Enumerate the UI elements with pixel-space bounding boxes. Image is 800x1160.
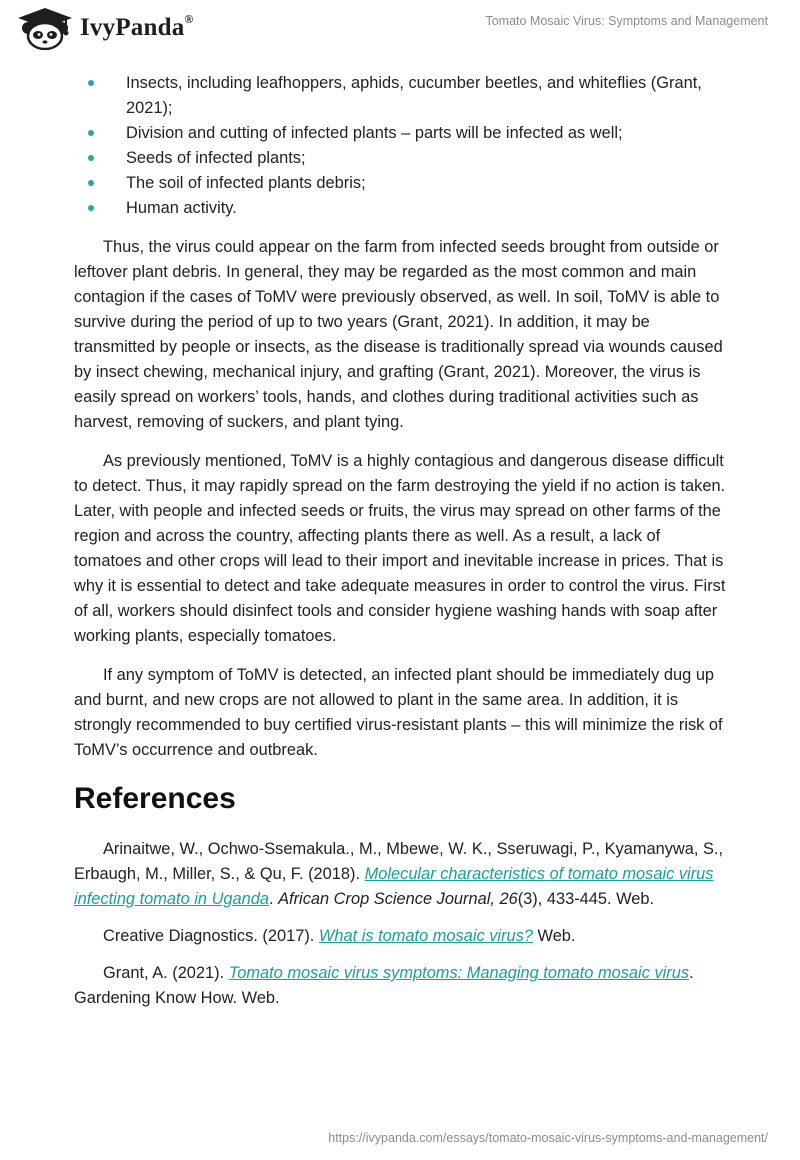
reference-entry: Grant, A. (2021). Tomato mosaic virus symptoms: Managing tomato mosaic virus. Gardening Know How. Web.	[74, 964, 694, 1007]
reference-link[interactable]: Molecular characteristics of tomato mosaic virus infecting tomato in Uganda	[74, 865, 714, 908]
bullet-icon	[88, 80, 94, 86]
bullet-icon	[88, 180, 94, 186]
list-item: Division and cutting of infected plants – parts will be infected as well;	[74, 121, 726, 146]
bullet-icon	[88, 205, 94, 211]
list-item: Human activity.	[74, 196, 726, 221]
reference-link[interactable]: What is tomato mosaic virus?	[318, 927, 533, 945]
paragraph: If any symptom of ToMV is detected, an infected plant should be immediately dug up and burnt, and new crops are not allowed to plant in the same area. In addition, it is strongly recommended to buy certified virus-resistant plants – this will minimize the risk of ToMV’s occurrence and outbreak.	[74, 666, 723, 759]
essay-body	[74, 71, 726, 1011]
list-item: Insects, including leafhoppers, aphids, cucumber beetles, and whiteflies (Grant, 2021);	[74, 71, 726, 121]
paragraph: As previously mentioned, ToMV is a highly contagious and dangerous disease difficult to detect. Thus, it may rapidly spread on the farm destroying the yield if no action is taken. Later, with people and infected seeds or fruits, the virus may spread on other farms of the region and across the country, affecting plants there as well. As a result, a lack of tomatoes and other crops will lead to their import and inevitable increase in prices. That is why it is essential to detect and take adequate measures in order to control the virus. First of all, workers should disinfect tools and consider hygiene washing hands with soap after working plants, especially tomatoes.	[74, 452, 726, 645]
list-item: Seeds of infected plants;	[74, 146, 726, 171]
bullet-icon	[88, 130, 94, 136]
reference-link[interactable]: Tomato mosaic virus symptoms: Managing tomato mosaic virus	[228, 964, 690, 982]
bullet-icon	[88, 155, 94, 161]
list-item: The soil of infected plants debris;	[74, 171, 726, 196]
references-heading: References	[74, 782, 236, 815]
brand-name: IvyPanda®	[80, 12, 194, 41]
ivypanda-logo[interactable]	[14, 6, 194, 50]
reference-entry: Creative Diagnostics. (2017). What is tomato mosaic virus? Web.	[103, 927, 576, 945]
document-title: Tomato Mosaic Virus: Symptoms and Management	[485, 14, 768, 28]
paragraph: Thus, the virus could appear on the farm from infected seeds brought from outside or leftover plant debris. In general, they may be regarded as the most common and main contagion if the cases of ToMV were previously observed, as well. In soil, ToMV is able to survive during the period of up to two years (Grant, 2021). In addition, it may be transmitted by people or insects, as the disease is traditionally spread via wounds caused by insect chewing, mechanical injury, and grafting (Grant, 2021). Moreover, the virus is easily spread on workers’ tools, hands, and clothes during traditional activities such as harvest, removing of suckers, and plant tying.	[74, 238, 723, 431]
reference-entry: Arinaitwe, W., Ochwo-Ssemakula., M., Mbewe, W. K., Sseruwagi, P., Kyamanywa, S., Erbaugh, M., Miller, S., & Qu, F. (2018). Molecular characteristics of tomato mosaic virus infecting tomato in Uganda. African Crop Science Journal, 26(3), 433-445. Web.	[74, 840, 724, 908]
page-url[interactable]: https://ivypanda.com/essays/tomato-mosaic-virus-symptoms-and-management/	[328, 1131, 768, 1145]
panda-graduate-icon	[14, 6, 76, 50]
transmission-list	[74, 71, 726, 221]
